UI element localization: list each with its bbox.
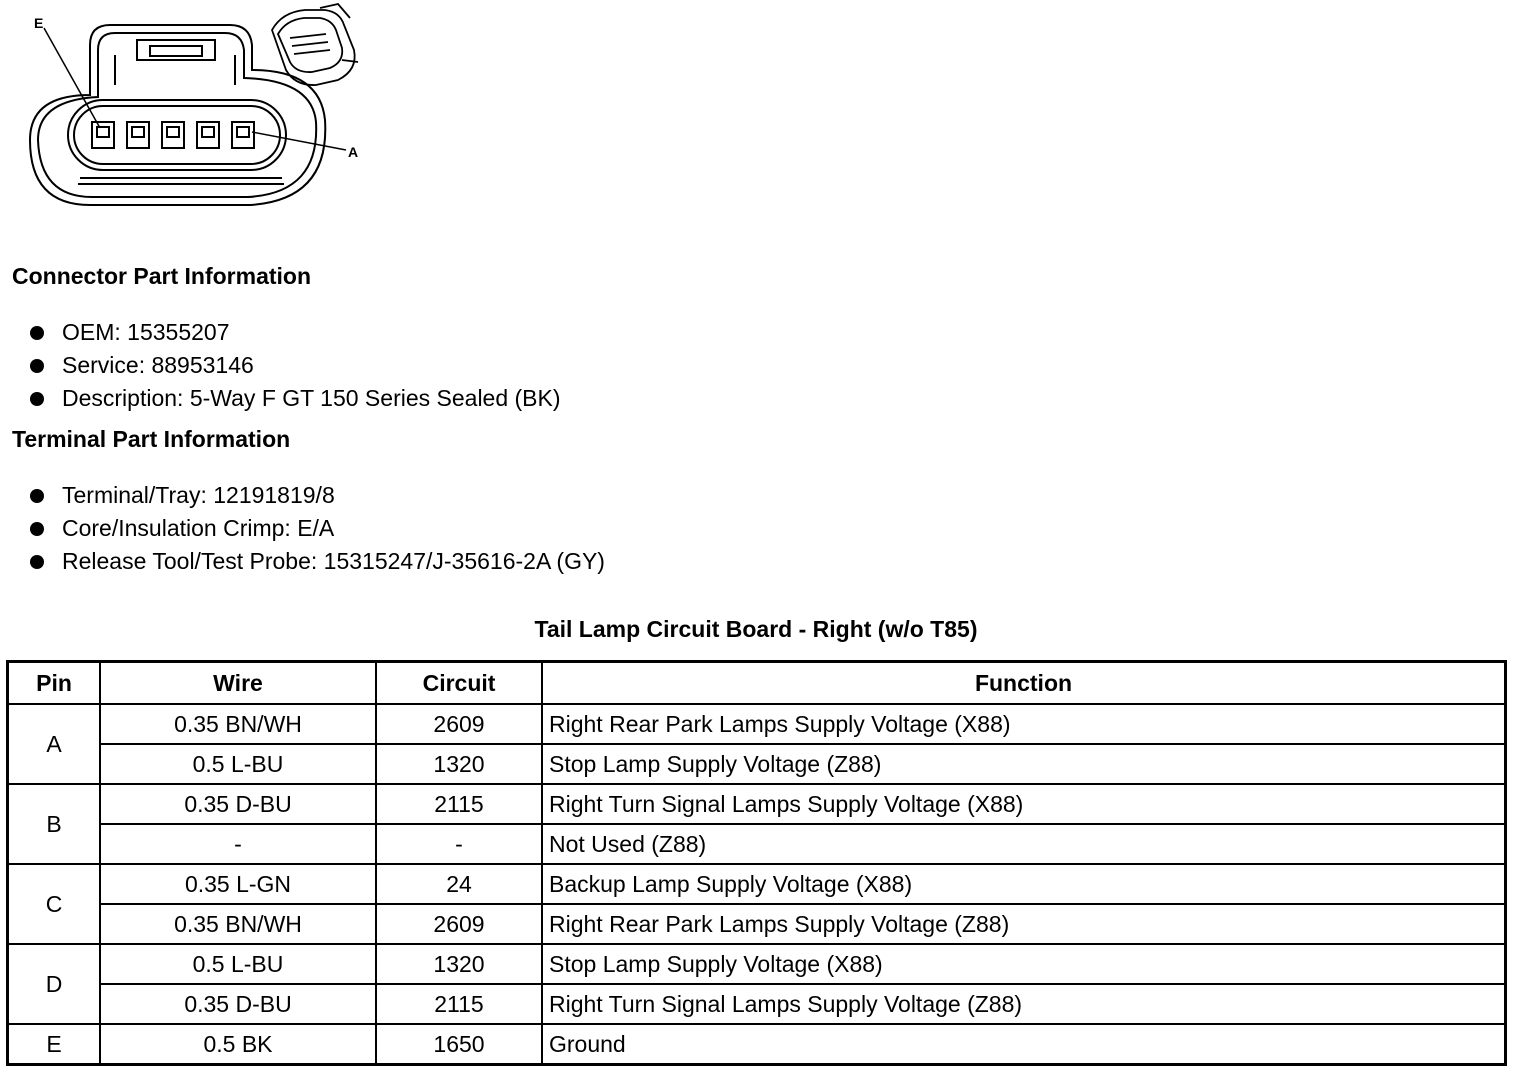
wire-cell: 0.5 L-BU	[100, 744, 376, 784]
list-item: Release Tool/Test Probe: 15315247/J-35616-2A (GY)	[30, 547, 605, 580]
function-cell: Right Rear Park Lamps Supply Voltage (X88)	[542, 704, 1506, 744]
table-row	[8, 1024, 1506, 1065]
circuit-cell: 2115	[376, 984, 542, 1024]
circuit-cell: 2115	[376, 784, 542, 824]
wire-cell: 0.35 BN/WH	[100, 904, 376, 944]
circuit-cell: 1650	[376, 1024, 542, 1065]
function-cell: Right Turn Signal Lamps Supply Voltage (Z88)	[542, 984, 1506, 1024]
pin-cell: D	[8, 944, 101, 1024]
column-header-wire: Wire	[100, 662, 376, 705]
list-item: Service: 88953146	[30, 351, 561, 384]
connector-part-information-list	[30, 318, 561, 417]
leader-line-e	[44, 28, 100, 128]
wire-cell: 0.35 L-GN	[100, 864, 376, 904]
bullet-icon	[30, 489, 44, 503]
terminal-part-information-list	[30, 481, 605, 580]
bullet-icon	[30, 392, 44, 406]
function-cell: Right Turn Signal Lamps Supply Voltage (X88)	[542, 784, 1506, 824]
pinout-table-title: Tail Lamp Circuit Board - Right (w/o T85)	[534, 616, 978, 642]
function-cell: Not Used (Z88)	[542, 824, 1506, 864]
function-cell: Stop Lamp Supply Voltage (X88)	[542, 944, 1506, 984]
function-cell: Ground	[542, 1024, 1506, 1065]
circuit-cell: 24	[376, 864, 542, 904]
pin-cell: E	[8, 1024, 101, 1065]
table-row	[8, 904, 1506, 944]
table-row	[8, 784, 1506, 824]
lock-tab-inner	[150, 46, 202, 56]
pin-label-e: E	[34, 15, 44, 31]
pin-cell: C	[8, 864, 101, 944]
table-header-row	[8, 662, 1506, 705]
wire-cell: 0.35 BN/WH	[100, 704, 376, 744]
circuit-cell: -	[376, 824, 542, 864]
list-item: Terminal/Tray: 12191819/8	[30, 481, 605, 514]
column-header-circuit: Circuit	[376, 662, 542, 705]
list-item: Description: 5-Way F GT 150 Series Sealed (BK)	[30, 384, 561, 417]
pin-cell: B	[8, 784, 101, 864]
table-row	[8, 744, 1506, 784]
pin-label-a: A	[348, 144, 359, 160]
function-cell: Backup Lamp Supply Voltage (X88)	[542, 864, 1506, 904]
wire-cell: 0.35 D-BU	[100, 984, 376, 1024]
terminal-part-information-heading: Terminal Part Information	[12, 426, 291, 452]
circuit-cell: 2609	[376, 904, 542, 944]
wire-cell: 0.35 D-BU	[100, 784, 376, 824]
wire-cell: -	[100, 824, 376, 864]
pin-cavities	[92, 122, 254, 148]
list-item: Core/Insulation Crimp: E/A	[30, 514, 605, 547]
wire-cell: 0.5 L-BU	[100, 944, 376, 984]
column-header-function: Function	[542, 662, 1506, 705]
table-row	[8, 944, 1506, 984]
connector-face-diagram	[20, 0, 380, 215]
bullet-icon	[30, 359, 44, 373]
pin-cell: A	[8, 704, 101, 784]
table-row	[8, 824, 1506, 864]
leader-line-a	[252, 132, 346, 150]
table-row	[8, 864, 1506, 904]
function-cell: Right Rear Park Lamps Supply Voltage (Z88)	[542, 904, 1506, 944]
table-row	[8, 704, 1506, 744]
circuit-cell: 1320	[376, 944, 542, 984]
bullet-icon	[30, 522, 44, 536]
pinout-table	[6, 660, 1507, 1066]
wire-cell: 0.5 BK	[100, 1024, 376, 1065]
column-header-pin: Pin	[8, 662, 101, 705]
connector-inner-housing	[38, 33, 316, 197]
bullet-icon	[30, 326, 44, 340]
circuit-cell: 2609	[376, 704, 542, 744]
list-item: OEM: 15355207	[30, 318, 561, 351]
circuit-cell: 1320	[376, 744, 542, 784]
connector-part-information-heading: Connector Part Information	[12, 263, 312, 289]
function-cell: Stop Lamp Supply Voltage (Z88)	[542, 744, 1506, 784]
table-row	[8, 984, 1506, 1024]
bullet-icon	[30, 555, 44, 569]
